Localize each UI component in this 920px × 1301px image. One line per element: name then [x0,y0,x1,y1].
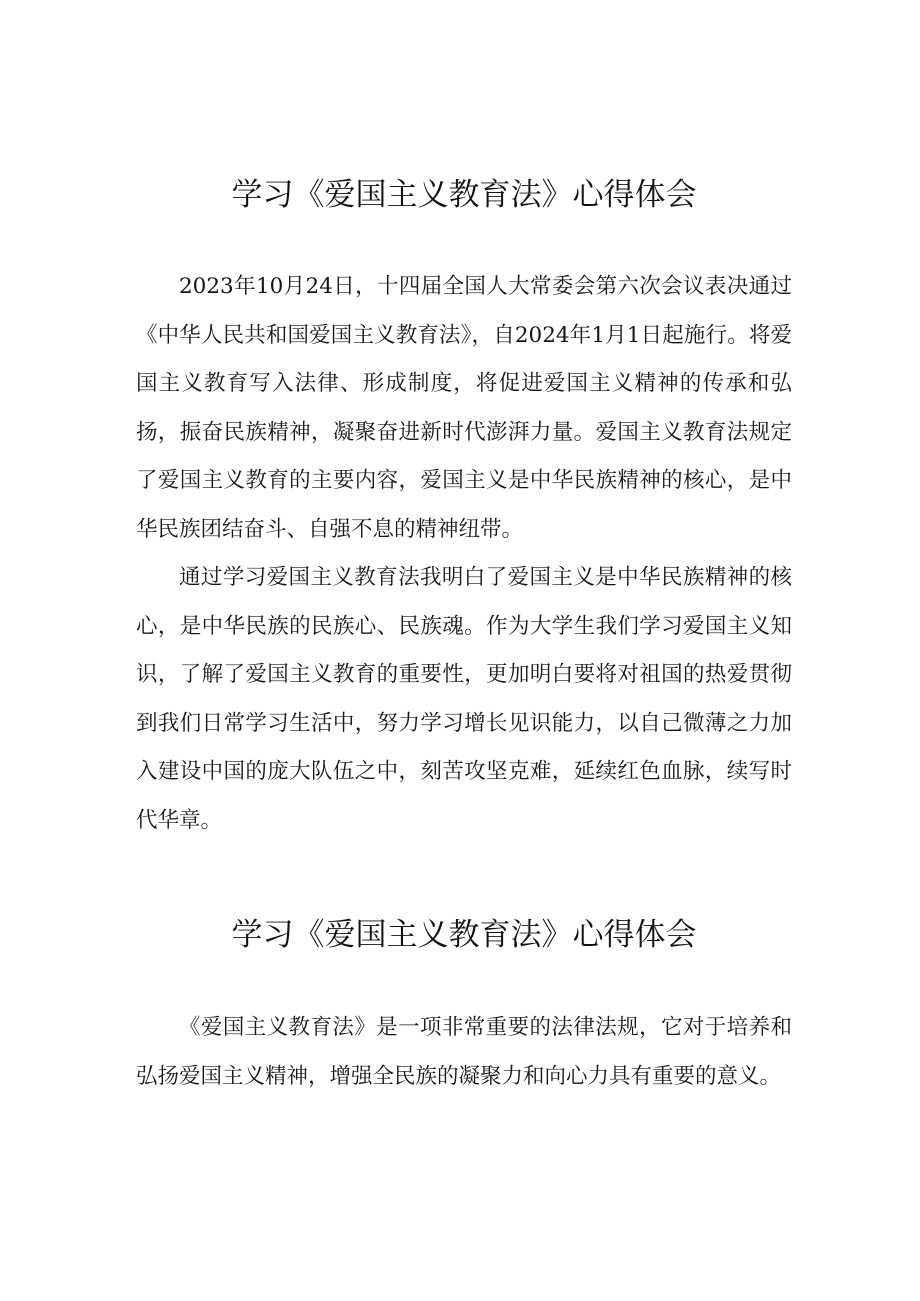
section-2-title: 学习《爱国主义教育法》心得体会 [231,917,697,953]
section-1-paragraph-1: 2023年10月24日，十四届全国人大常委会第六次会议表决通过《中华人民共和国爱国主义教育法》，自2024年1月1日起施行。将爱国主义教育写入法律、形成制度，将促进爱国主义精神的传承和弘扬，振奋民族精神，凝聚奋进新时代澎湃力量。爱国主义教育法规定了爱国主义教育的主要内容，爱国主义是中华民族精神的核心，是中华民族团结奋斗、自强不息的精神纽带。 [136,274,792,542]
section-1-body [136,263,792,845]
essay-section-1 [136,170,792,845]
section-2-body [136,1004,792,1101]
section-1-title: 学习《爱国主义教育法》心得体会 [231,177,697,213]
section-1-paragraph-2: 通过学习爱国主义教育法我明白了爱国主义是中华民族精神的核心，是中华民族的民族心、民族魂。作为大学生我们学习爱国主义知识，了解了爱国主义教育的重要性，更加明白要将对祖国的热爱贯彻到我们日常学习生活中，努力学习增长见识能力，以自己微薄之力加入建设中国的庞大队伍之中，刻苦攻坚克难，延续红色血脉，续写时代华章。 [136,565,792,833]
essay-section-2 [136,910,792,1101]
section-2-paragraph-1: 《爱国主义教育法》是一项非常重要的法律法规，它对于培养和弘扬爱国主义精神，增强全民族的凝聚力和向心力具有重要的意义。 [136,1015,792,1089]
